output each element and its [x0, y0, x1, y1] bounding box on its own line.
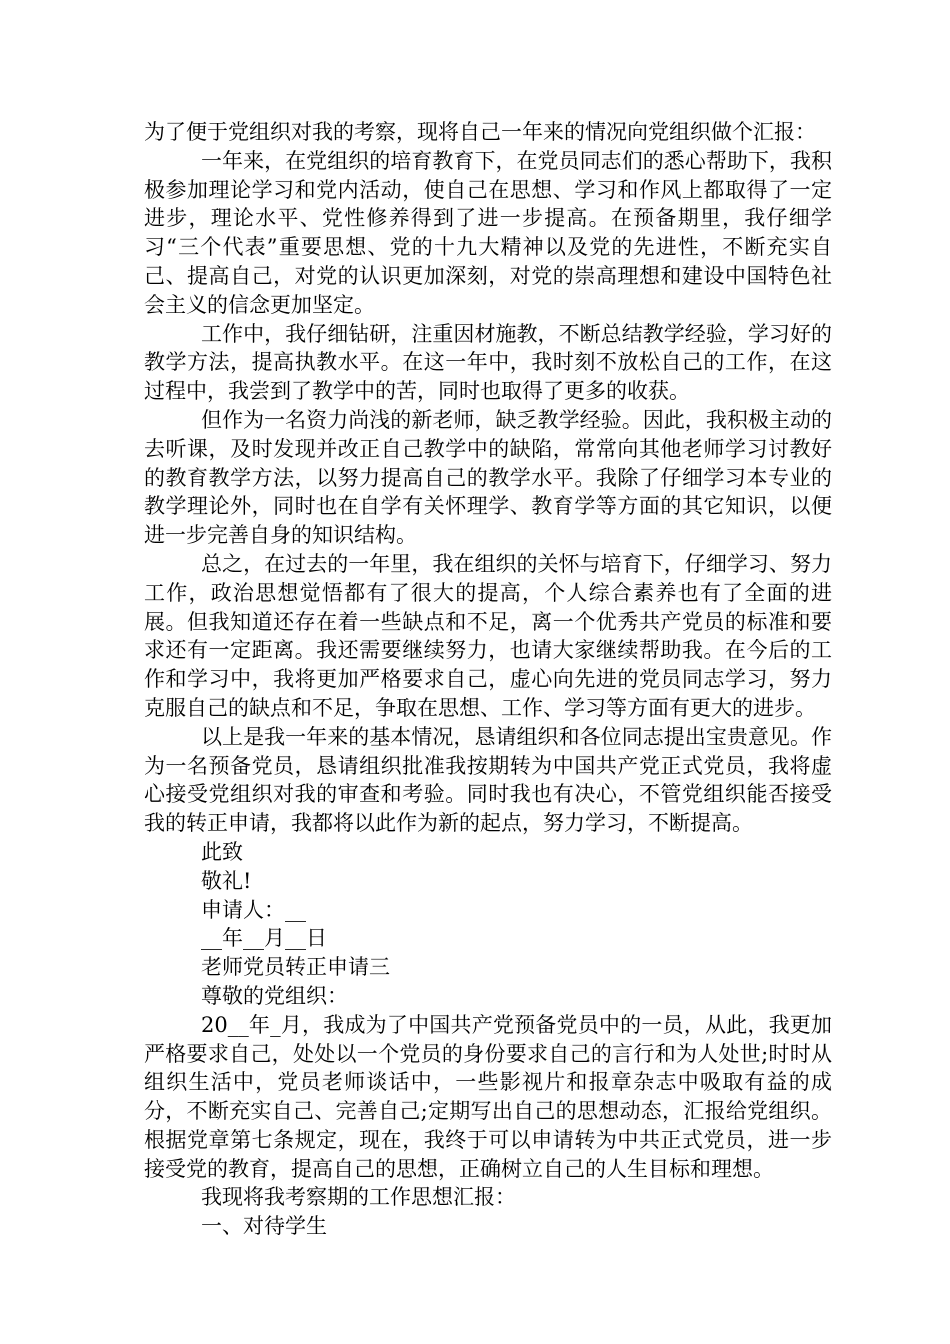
- date-line: __年__月__日: [201, 926, 327, 951]
- applicant-line: 申请人：__: [201, 897, 306, 922]
- report-intro-line: 我现将我考察期的工作思想汇报：: [201, 1185, 516, 1210]
- subsection-heading: 一、对待学生: [201, 1214, 327, 1239]
- paragraph-intro: 为了便于党组织对我的考察，现将自己一年来的情况向党组织做个汇报：: [144, 120, 816, 144]
- closing-regards: 敬礼!: [201, 868, 252, 893]
- section-title: 老师党员转正申请三: [201, 955, 390, 980]
- paragraph-1: 一年来，在党组织的培育教育下，在党员同志们的悉心帮助下，我积极参加理论学习和党内活动，使自己在思想、学习和作风上都取得了一定进步，理论水平、党性修养得到了进一步提高。在预备期里，我仔细学习“三个代表”重要思想、党的十九大精神以及党的先进性，不断充实自己、提高自己，对党的认识更加深刻，对党的崇高理想和建设中国特色社会主义的信念更加坚定。: [144, 148, 832, 317]
- paragraph-5: 以上是我一年来的基本情况，恳请组织和各位同志提出宝贵意见。作为一名预备党员，恳请组织批准我按期转为中国共产党正式党员，我将虚心接受党组织对我的审查和考验。同时我也有决心，不管党组织能否接受我的转正申请，我都将以此作为新的起点，努力学习，不断提高。: [144, 724, 832, 836]
- paragraph-4: 总之，在过去的一年里，我在组织的关怀与培育下，仔细学习、努力工作，政治思想觉悟都有了很大的提高，个人综合素养也有了全面的进展。但我知道还存在着一些缺点和不足，离一个优秀共产党员的标准和要求还有一定距离。我还需要继续努力，也请大家继续帮助我。在今后的工作和学习中，我将更加严格要求自己，虚心向先进的党员同志学习，努力克服自己的缺点和不足，争取在思想、工作、学习等方面有更大的进步。: [144, 551, 832, 720]
- paragraph-2: 工作中，我仔细钻研，注重因材施教，不断总结教学经验，学习好的教学方法，提高执教水平。在这一年中，我时刻不放松自己的工作，在这过程中，我尝到了教学中的苦，同时也取得了更多的收获。: [144, 321, 832, 404]
- paragraph-3: 但作为一名资力尚浅的新老师，缺乏教学经验。因此，我积极主动的去听课，及时发现并改正自己教学中的缺陷，常常向其他老师学习讨教好的教育教学方法，以努力提高自己的教学水平。我除了仔细学习本专业的教学理论外，同时也在自学有关怀理学、教育学等方面的其它知识，以便进一步完善自身的知识结构。: [144, 407, 832, 548]
- document-body: [144, 118, 832, 1241]
- greeting-line: 尊敬的党组织：: [201, 983, 348, 1008]
- paragraph-6: 20__年_月，我成为了中国共产党预备党员中的一员，从此，我更加严格要求自己，处处以一个党员的身份要求自己的言行和为人处世;时时从组织生活中，党员老师谈话中，一些影视片和报章杂志中吸取有益的成分，不断充实自己、完善自己;定期写出自己的思想动态，汇报给党组织。根据党章第七条规定，现在，我终于可以申请转为中共正式党员，进一步接受党的教育，提高自己的思想，正确树立自己的人生目标和理想。: [144, 1012, 832, 1181]
- closing-salutation: 此致: [201, 839, 243, 864]
